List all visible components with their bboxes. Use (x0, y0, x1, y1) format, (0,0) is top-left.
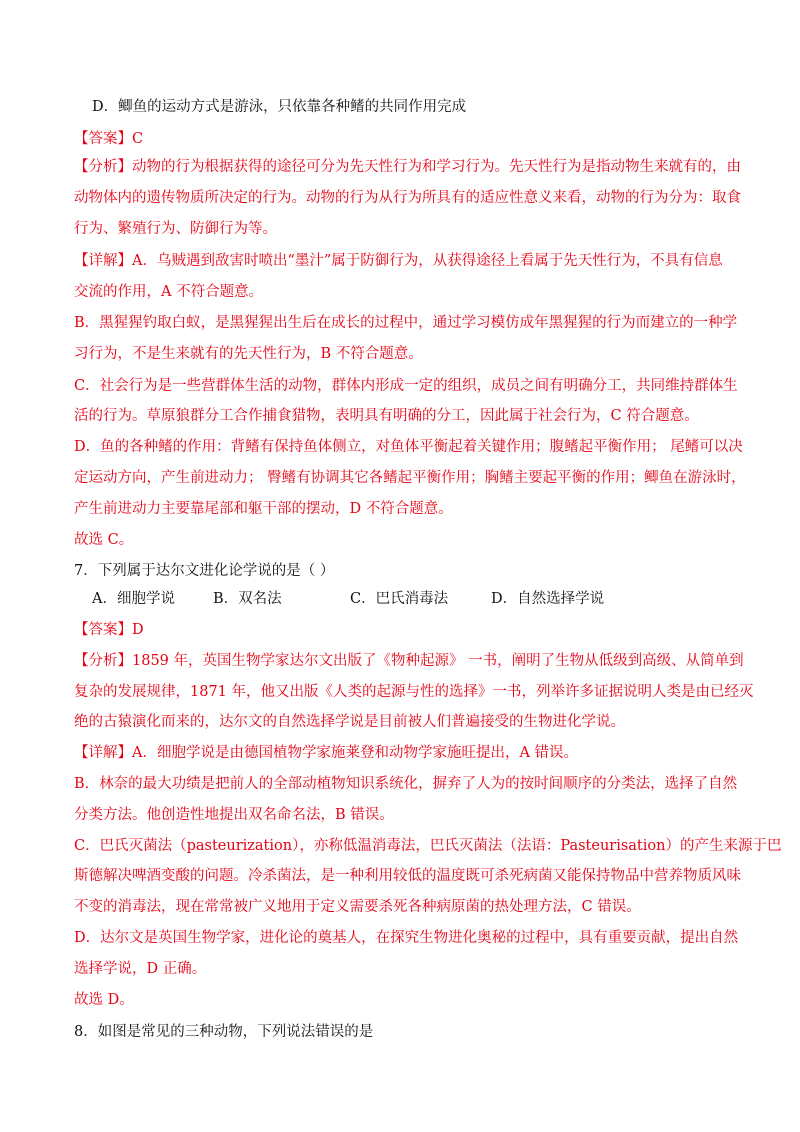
q6-detail-line: 产生前进动力主要靠尾部和躯干部的摆动，D 不符合题意。 (74, 501, 453, 517)
q7-detail-line: C．巴氏灭菌法（pasteurization），亦称低温消毒法，巴氏灭菌法（法语：Pasteurisation）的产生来源于巴 (74, 838, 782, 854)
q7-conclusion: 故选 D。 (74, 992, 134, 1008)
q7-option: D．自然选择学说 (491, 591, 605, 607)
q6-analysis-line: 行为、繁殖行为、防御行为等。 (74, 221, 277, 237)
q7-detail-line: 选择学说，D 正确。 (74, 961, 207, 977)
q7-detail-line: 斯德解决啤酒变酸的问题。冷杀菌法，是一种利用较低的温度既可杀死病菌又能保持物品中营养物质风味 (74, 868, 741, 884)
q7-option: C．巴氏消毒法 (350, 591, 449, 607)
q6-detail-line: B．黑猩猩钓取白蚁，是黑猩猩出生后在成长的过程中，通过学习模仿成年黑猩猩的行为而建立的一种学 (74, 315, 738, 331)
q6-analysis-line: 【分析】动物的行为根据获得的途径可分为先天性行为和学习行为。先天性行为是指动物生来就有的，由 (74, 159, 741, 175)
q7-detail-line: 分类方法。他创造性地提出双名命名法，B 错误。 (74, 807, 394, 823)
q6-answer: 【答案】C (74, 131, 144, 147)
q7-answer: 【答案】D (74, 622, 144, 638)
q6-detail-line: 活的行为。草原狼群分工合作捕食猎物，表明具有明确的分工，因此属于社会行为，C 符合题意。 (74, 408, 699, 424)
q7-stem: 7．下列属于达尔文进化论学说的是（ ） (74, 563, 335, 579)
q6-detail-line: D．鱼的各种鳍的作用：背鳍有保持鱼体侧立，对鱼体平衡起着关键作用；腹鳍起平衡作用； 尾鳍可以决 (74, 439, 743, 455)
q7-analysis-line: 绝的古猿演化而来的，达尔文的自然选择学说是目前被人们普遍接受的生物进化学说。 (74, 714, 625, 730)
q7-option: A．细胞学说 (92, 591, 175, 607)
q6-conclusion: 故选 C。 (74, 532, 134, 548)
q7-analysis-line: 复杂的发展规律，1871 年，他又出版《人类的起源与性的选择》一书，列举许多证据说明人类是由已经灭 (74, 684, 754, 700)
q6-option-d: D．鲫鱼的运动方式是游泳，只依靠各种鳍的共同作用完成 (92, 99, 467, 115)
q7-detail-line: 不变的消毒法，现在常常被广义地用于定义需要杀死各种病原菌的热处理方法，C 错误。 (74, 899, 641, 915)
q7-analysis-line: 【分析】1859 年，英国生物学家达尔文出版了《物种起源》 一书，阐明了生物从低级到高级、从简单到 (74, 653, 744, 669)
q6-detail-line: 【详解】A．乌贼遇到敌害时喷出“墨汁”属于防御行为，从获得途径上看属于先天性行为，不具有信息 (74, 253, 723, 269)
q6-analysis-line: 动物体内的遗传物质所决定的行为。动物的行为从行为所具有的适应性意义来看，动物的行为分为：取食 (74, 190, 741, 206)
q7-option: B．双名法 (213, 591, 282, 607)
q7-detail-line: B．林奈的最大功绩是把前人的全部动植物知识系统化，摒弃了人为的按时间顺序的分类法，选择了自然 (74, 776, 738, 792)
q6-detail-line: 习行为，不是生来就有的先天性行为，B 不符合题意。 (74, 346, 423, 362)
q7-detail-line: 【详解】A．细胞学说是由德国植物学家施莱登和动物学家施旺提出，A 错误。 (74, 745, 579, 761)
q6-detail-line: 交流的作用，A 不符合题意。 (74, 284, 264, 300)
q8-stem: 8．如图是常见的三种动物，下列说法错误的是 (74, 1024, 374, 1040)
q6-detail-line: 定运动方向，产生前进动力； 臀鳍有协调其它各鳍起平衡作用；胸鳍主要起平衡的作用；鲫鱼在游泳时， (74, 470, 746, 486)
q6-detail-line: C．社会行为是一些营群体生活的动物，群体内形成一定的组织，成员之间有明确分工，共同维持群体生 (74, 378, 738, 394)
q7-detail-line: D．达尔文是英国生物学家，进化论的奠基人，在探究生物进化奥秘的过程中，具有重要贡献，提出自然 (74, 930, 739, 946)
